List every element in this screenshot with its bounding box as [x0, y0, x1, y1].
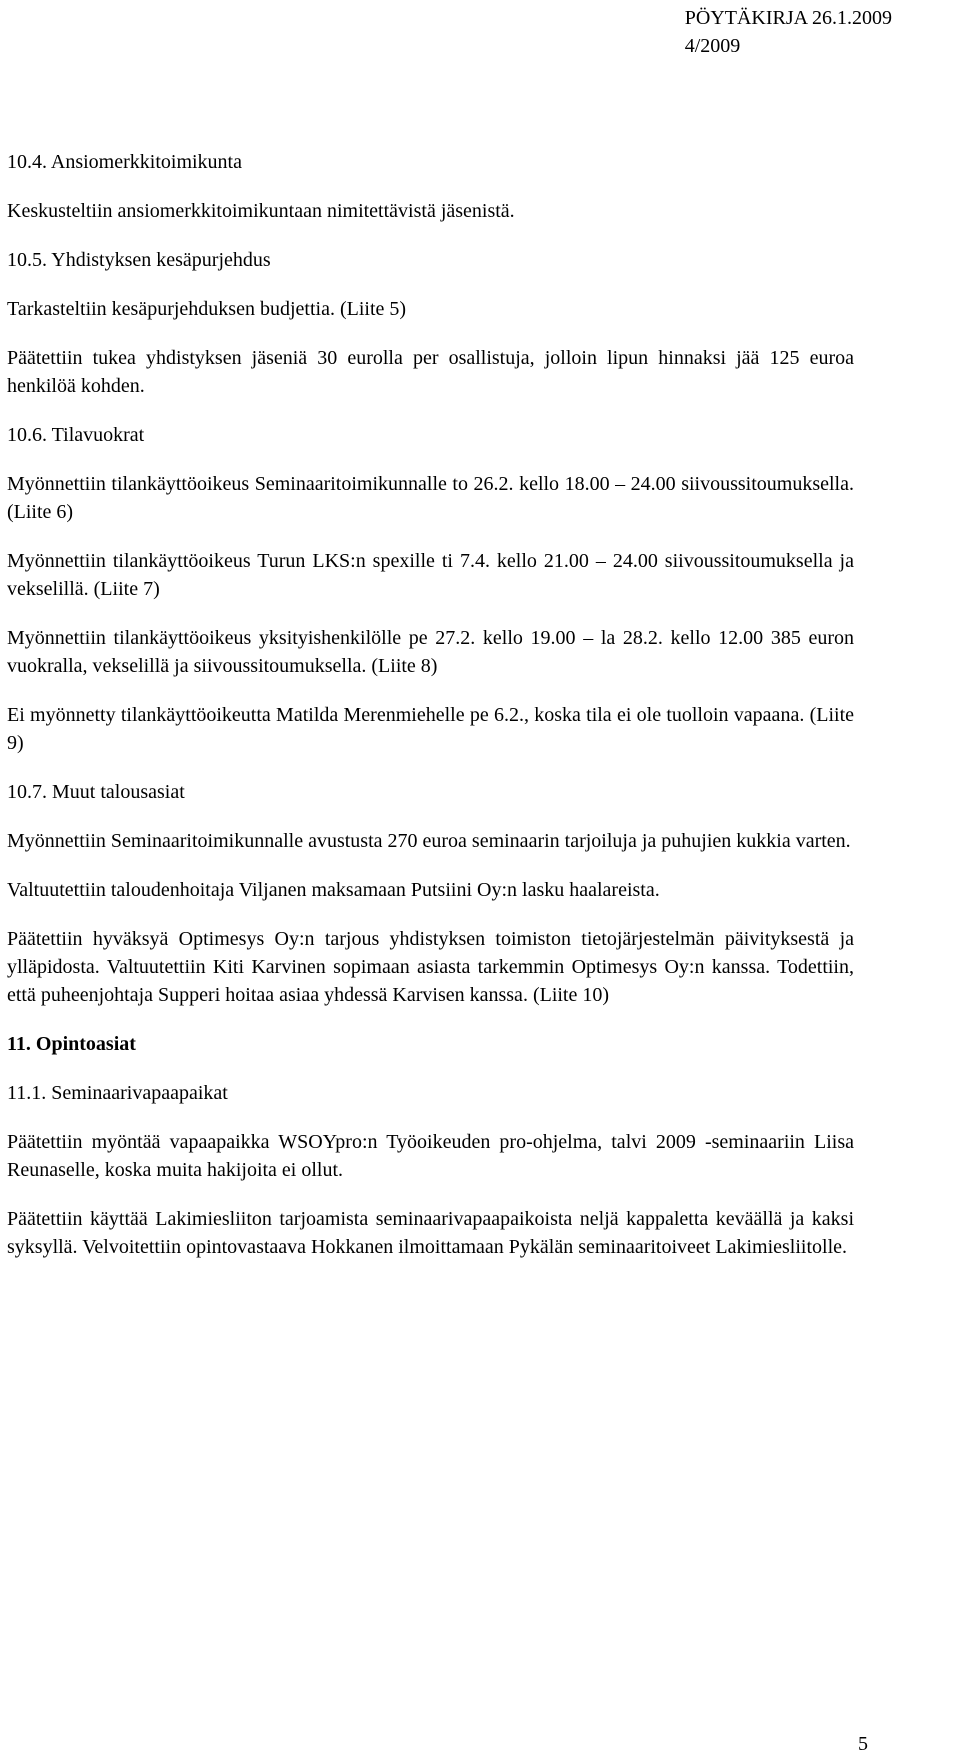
header-document-number: 4/2009	[684, 35, 741, 57]
paragraph: Päätettiin myöntää vapaapaikka WSOYpro:n Työoikeuden pro-ohjelma, talvi 2009 -seminaariin Liisa Reunaselle, koska muita hakijoita ei ollut.	[7, 1131, 854, 1181]
paragraph: Myönnettiin tilankäyttöoikeus Turun LKS:n spexille ti 7.4. kello 21.00 – 24.00 siivoussitoumuksella ja vekselillä. (Liite 7)	[7, 550, 854, 600]
paragraph: 10.7. Muut talousasiat	[7, 781, 185, 803]
header-title: PÖYTÄKIRJA 26.1.2009	[684, 7, 892, 29]
paragraph: Päätettiin käyttää Lakimiesliiton tarjoamista seminaarivapaapaikoista neljä kappaletta keväällä ja kaksi syksyllä. Velvoitettiin opintovastaava Hokkanen ilmoittamaan Pykälän seminaaritoiveet Lakimiesliitolle.	[7, 1208, 854, 1258]
paragraph: Ei myönnetty tilankäyttöoikeutta Matilda Merenmiehelle pe 6.2., koska tila ei ole tuolloin vapaana. (Liite 9)	[7, 704, 854, 754]
paragraph: Päätettiin tukea yhdistyksen jäseniä 30 eurolla per osallistuja, jolloin lipun hinnaksi jää 125 euroa henkilöä kohden.	[7, 347, 854, 397]
document-body	[7, 148, 854, 1261]
paragraph: Valtuutettiin taloudenhoitaja Viljanen maksamaan Putsiini Oy:n lasku haalareista.	[7, 879, 660, 901]
paragraph: Tarkasteltiin kesäpurjehduksen budjettia. (Liite 5)	[7, 298, 407, 320]
section-heading: 11. Opintoasiat	[7, 1033, 136, 1055]
page-number: 5	[858, 1733, 868, 1755]
paragraph: Myönnettiin tilankäyttöoikeus yksityishenkilölle pe 27.2. kello 19.00 – la 28.2. kello 12.00 385 euron vuokralla, vekselillä ja siivoussitoumuksella. (Liite 8)	[7, 627, 854, 677]
paragraph: 11.1. Seminaarivapaapaikat	[7, 1082, 228, 1104]
paragraph: Myönnettiin Seminaaritoimikunnalle avustusta 270 euroa seminaarin tarjoiluja ja puhujien kukkia varten.	[7, 830, 851, 852]
paragraph: 10.6. Tilavuokrat	[7, 424, 145, 446]
paragraph: Myönnettiin tilankäyttöoikeus Seminaaritoimikunnalle to 26.2. kello 18.00 – 24.00 siivoussitoumuksella. (Liite 6)	[7, 473, 854, 523]
paragraph: 10.5. Yhdistyksen kesäpurjehdus	[7, 249, 271, 271]
paragraph: Päätettiin hyväksyä Optimesys Oy:n tarjous yhdistyksen toimiston tietojärjestelmän päivityksestä ja ylläpidosta. Valtuutettiin Kiti Karvinen sopimaan asiasta tarkemmin Optimesys Oy:n kanssa. Todettiin, että puheenjohtaja Supperi hoitaa asiaa yhdessä Karvisen kanssa. (Liite 10)	[7, 928, 854, 1006]
paragraph: Keskusteltiin ansiomerkkitoimikuntaan nimitettävistä jäsenistä.	[7, 200, 515, 222]
page-header	[685, 4, 892, 60]
paragraph: 10.4. Ansiomerkkitoimikunta	[7, 151, 242, 173]
